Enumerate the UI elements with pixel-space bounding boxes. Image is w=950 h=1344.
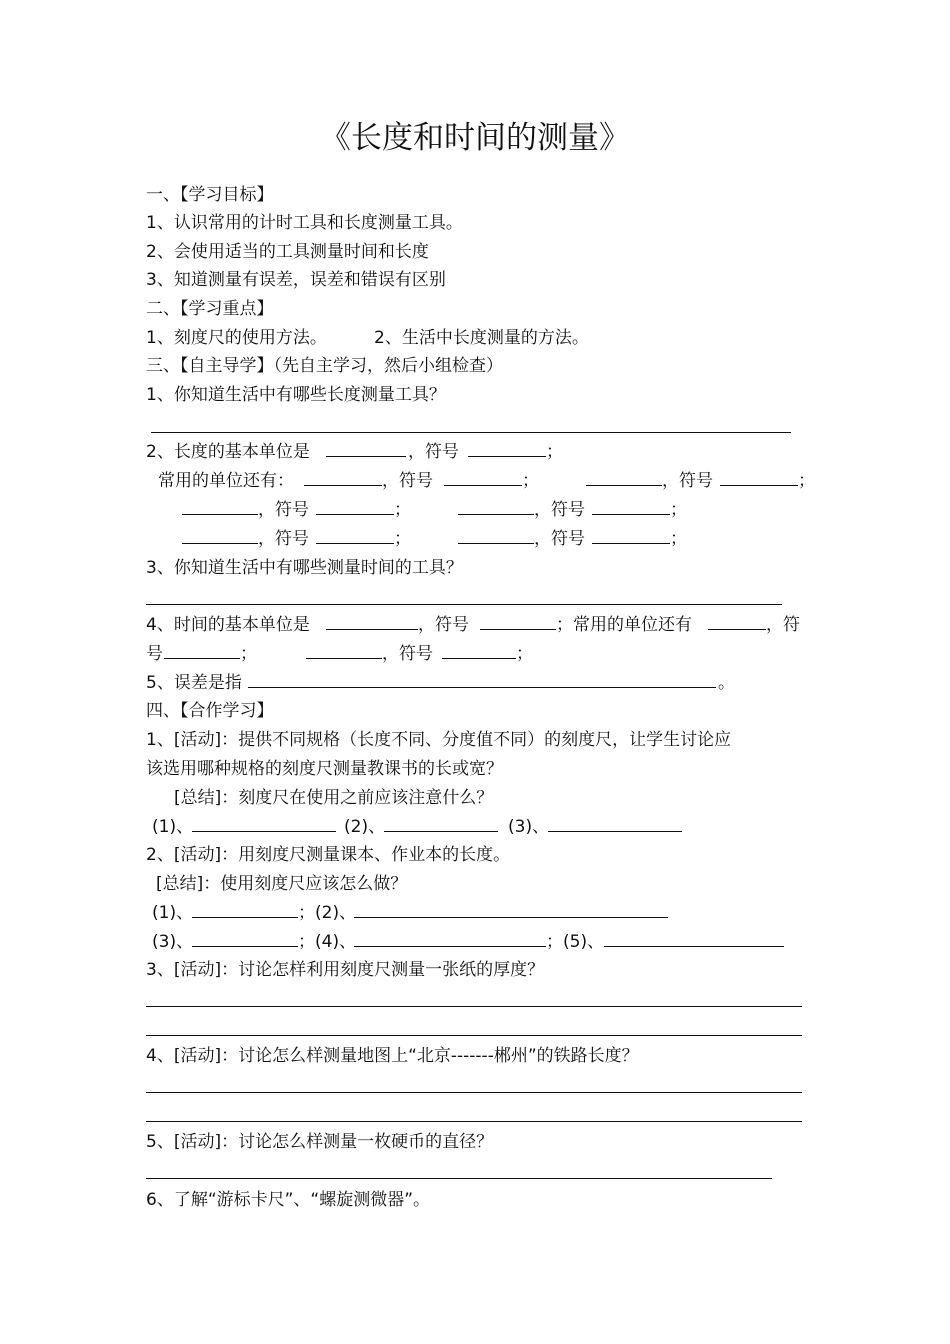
blank-field[interactable] [326, 611, 418, 630]
q2-end: ； [394, 529, 411, 549]
q2-end: ； [546, 442, 563, 462]
activity-1-answers [146, 813, 846, 841]
activity-6-text: 6、了解“游标卡尺”、“螺旋测微器”。 [146, 1190, 431, 1210]
question-2-line3 [146, 496, 846, 524]
q4-end: ； [240, 644, 257, 664]
answer-label: (1)、 [152, 903, 194, 923]
focus-item-1: 1、刻度尺的使用方法。 [146, 328, 327, 348]
blank-field[interactable] [444, 467, 522, 486]
answer-label: (3)、 [152, 932, 194, 952]
blank-field[interactable] [192, 899, 298, 918]
q4-symbol-split: ，符 [766, 615, 800, 635]
focus-line [146, 324, 846, 352]
q4-symbol-label: ，符号 [382, 644, 433, 664]
blank-field[interactable] [548, 813, 682, 832]
question-2-line2 [146, 467, 846, 495]
answer-line[interactable] [146, 604, 782, 605]
q4-end: ； [516, 644, 533, 664]
blank-field[interactable] [592, 525, 670, 544]
answer-label: (2)、 [344, 817, 386, 837]
q2-end: ； [670, 500, 687, 520]
blank-field[interactable] [192, 813, 336, 832]
question-3: 3、你知道生活中有哪些测量时间的工具？ [146, 558, 463, 578]
answer-label: (3)、 [508, 817, 550, 837]
focus-item-2: 2、生活中长度测量的方法。 [374, 328, 589, 348]
section-heading-cooperative: 四、【合作学习】 [146, 701, 274, 721]
blank-field[interactable] [480, 611, 556, 630]
page-title: 《长度和时间的测量》 [320, 120, 630, 156]
activity-4-text: 4、[活动]：讨论怎么样测量地图上“北京-------郴州”的铁路长度？ [146, 1046, 639, 1066]
blank-field[interactable] [316, 496, 394, 515]
q2-symbol-label: ，符号 [534, 500, 585, 520]
activity-1-text: 1、[活动]：提供不同规格（长度不同、分度值不同）的刻度尺，让学生讨论应 [146, 730, 732, 750]
section-heading-self-study: 三、【自主导学】（先自主学习，然后小组检查） [146, 356, 503, 376]
q2-symbol-label: ，符号 [662, 471, 713, 491]
answer-label: (1)、 [152, 817, 194, 837]
answer-line[interactable] [146, 1092, 802, 1093]
blank-field[interactable] [442, 640, 516, 659]
q4-symbol-label: ，符号 [418, 615, 469, 635]
q2-symbol-label: ，符号 [382, 471, 433, 491]
q2-end: ； [798, 471, 815, 491]
q2-lead: 2、长度的基本单位是 [146, 442, 310, 462]
answer-label: ；(5)、 [546, 932, 605, 952]
section-heading-focus: 二、【学习重点】 [146, 299, 274, 319]
goal-item: 2、会使用适当的工具测量时间和长度 [146, 242, 429, 262]
blank-field[interactable] [384, 813, 498, 832]
question-5 [146, 669, 846, 697]
question-4-line1 [146, 611, 846, 639]
question-2-line1 [146, 438, 846, 466]
blank-field[interactable] [316, 525, 394, 544]
q2-symbol-label: ，符号 [408, 442, 459, 462]
activity-1-summary: [总结]：刻度尺在使用之前应该注意什么？ [174, 788, 494, 808]
q4-common-label: ；常用的单位还有 [556, 615, 692, 635]
question-2-line4 [146, 525, 846, 553]
blank-field[interactable] [708, 611, 766, 630]
blank-field[interactable] [164, 640, 240, 659]
answer-line[interactable] [146, 1035, 802, 1036]
section-heading-goals: 一、【学习目标】 [146, 185, 274, 205]
activity-2-answers-row1 [146, 899, 846, 927]
blank-field[interactable] [720, 467, 798, 486]
activity-3-text: 3、[活动]：讨论怎样利用刻度尺测量一张纸的厚度？ [146, 960, 545, 980]
answer-label: ；(4)、 [298, 932, 357, 952]
q2-end: ； [522, 471, 539, 491]
question-4-line2 [146, 640, 846, 668]
goal-item: 3、知道测量有误差，误差和错误有区别 [146, 270, 446, 290]
activity-2-text: 2、[活动]：用刻度尺测量课本、作业本的长度。 [146, 845, 511, 865]
q5-end: 。 [718, 673, 735, 693]
blank-field[interactable] [306, 640, 382, 659]
answer-line[interactable] [151, 432, 791, 433]
q2-symbol-label: ，符号 [258, 500, 309, 520]
activity-2-summary: [总结]：使用刻度尺应该怎么做？ [156, 874, 408, 894]
q2-symbol-label: ，符号 [258, 529, 309, 549]
blank-field[interactable] [592, 496, 670, 515]
blank-field[interactable] [354, 928, 546, 947]
q5-lead: 5、误差是指 [146, 673, 242, 693]
answer-label: ；(2)、 [298, 903, 357, 923]
q4-lead: 4、时间的基本单位是 [146, 615, 310, 635]
blank-field[interactable] [458, 496, 534, 515]
blank-field[interactable] [326, 438, 406, 457]
goal-item: 1、认识常用的计时工具和长度测量工具。 [146, 213, 463, 233]
blank-field[interactable] [192, 928, 298, 947]
activity-2-answers-row2 [146, 928, 846, 956]
blank-field[interactable] [182, 525, 258, 544]
answer-line[interactable] [146, 1006, 802, 1007]
q2-end: ； [394, 500, 411, 520]
blank-field[interactable] [586, 467, 662, 486]
blank-field[interactable] [304, 467, 382, 486]
blank-field[interactable] [604, 928, 784, 947]
blank-field[interactable] [468, 438, 546, 457]
blank-field[interactable] [354, 899, 668, 918]
blank-field[interactable] [248, 669, 716, 688]
activity-5-text: 5、[活动]：讨论怎么样测量一枚硬币的直径？ [146, 1132, 494, 1152]
q4-symbol-split: 号 [146, 644, 163, 664]
q2-end: ； [670, 529, 687, 549]
blank-field[interactable] [458, 525, 534, 544]
answer-line[interactable] [146, 1121, 802, 1122]
blank-field[interactable] [182, 496, 258, 515]
q2-symbol-label: ，符号 [534, 529, 585, 549]
activity-1-text: 该选用哪种规格的刻度尺测量教课书的长或宽？ [146, 759, 503, 779]
q2-common-label: 常用的单位还有： [158, 471, 294, 491]
answer-line[interactable] [146, 1178, 772, 1179]
question-1: 1、你知道生活中有哪些长度测量工具？ [146, 385, 446, 405]
